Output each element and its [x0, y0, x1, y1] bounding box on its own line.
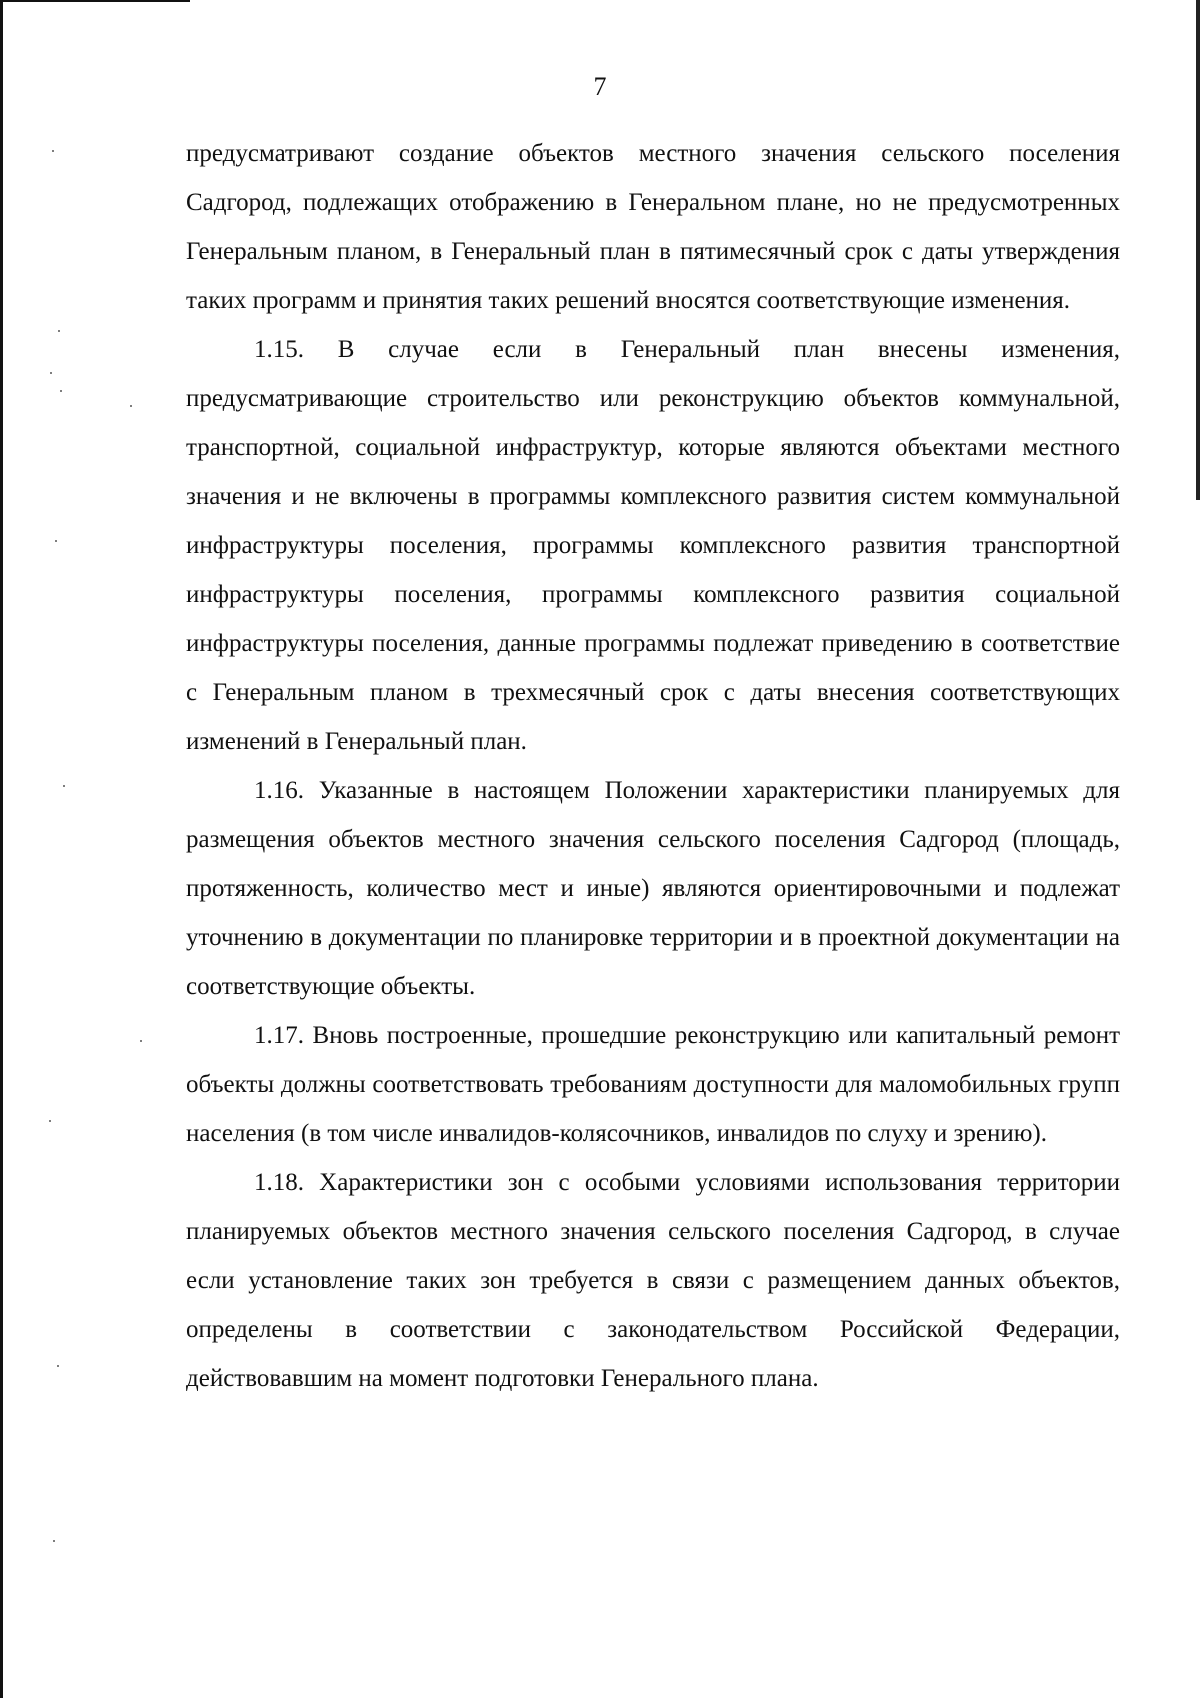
scan-speck — [130, 405, 132, 407]
scan-border-left — [0, 0, 3, 1698]
paragraph-continuation: предусматривают создание объектов местного значения сельского поселения Садгород, подлежащих отображению в Генеральном плане, но не предусмотренных Генеральным планом, в Генеральный план в пятимесячный срок с даты утверждения таких программ и принятия таких решений вносятся соответствующие изменения. — [186, 140, 1120, 314]
scan-speck — [140, 1040, 142, 1042]
scan-speck — [50, 372, 52, 374]
paragraph-1-17: 1.17. Вновь построенные, прошедшие реконструкцию или капитальный ремонт объекты должны соответствовать требованиям доступности для маломобильных групп населения (в том числе инвалидов-колясочников, инвалидов по слуху и зрению). — [186, 1022, 1120, 1147]
scan-speck — [58, 330, 60, 332]
scan-speck — [57, 1365, 59, 1367]
scan-speck — [63, 785, 65, 787]
paragraph-1-15: 1.15. В случае если в Генеральный план внесены изменения, предусматривающие строительство или реконструкцию объектов коммунальной, транспортной, социальной инфраструктур, которые являются объектами местного значения и не включены в программы комплексного развития систем коммунальной инфраструктуры поселения, программы комплексного развития транспортной инфраструктуры поселения, программы комплексного развития социальной инфраструктуры поселения, данные программы подлежат приведению в соответствие с Генеральным планом в трехмесячный срок с даты внесения соответствующих изменений в Генеральный план. — [186, 336, 1120, 755]
page-number: 7 — [593, 72, 607, 101]
paragraph-1-18: 1.18. Характеристики зон с особыми условиями использования территории планируемых объектов местного значения сельского поселения Садгород, в случае если установление таких зон требуется в связи с размещением данных объектов, определены в соответствии с законодательством Российской Федерации, действовавшим на момент подготовки Генерального плана. — [186, 1169, 1120, 1392]
document-body — [186, 129, 1120, 1403]
scan-speck — [49, 1120, 51, 1122]
scan-speck — [60, 390, 62, 392]
paragraph-1-16: 1.16. Указанные в настоящем Положении характеристики планируемых для размещения объектов местного значения сельского поселения Садгород (площадь, протяженность, количество мест и иные) являются ориентировочными и подлежат уточнению в документации по планировке территории и в проектной документации на соответствующие объекты. — [186, 777, 1120, 1000]
scan-speck — [55, 540, 57, 542]
scan-speck — [53, 1540, 55, 1542]
scan-border-top — [0, 0, 190, 2]
scan-speck — [52, 150, 54, 152]
